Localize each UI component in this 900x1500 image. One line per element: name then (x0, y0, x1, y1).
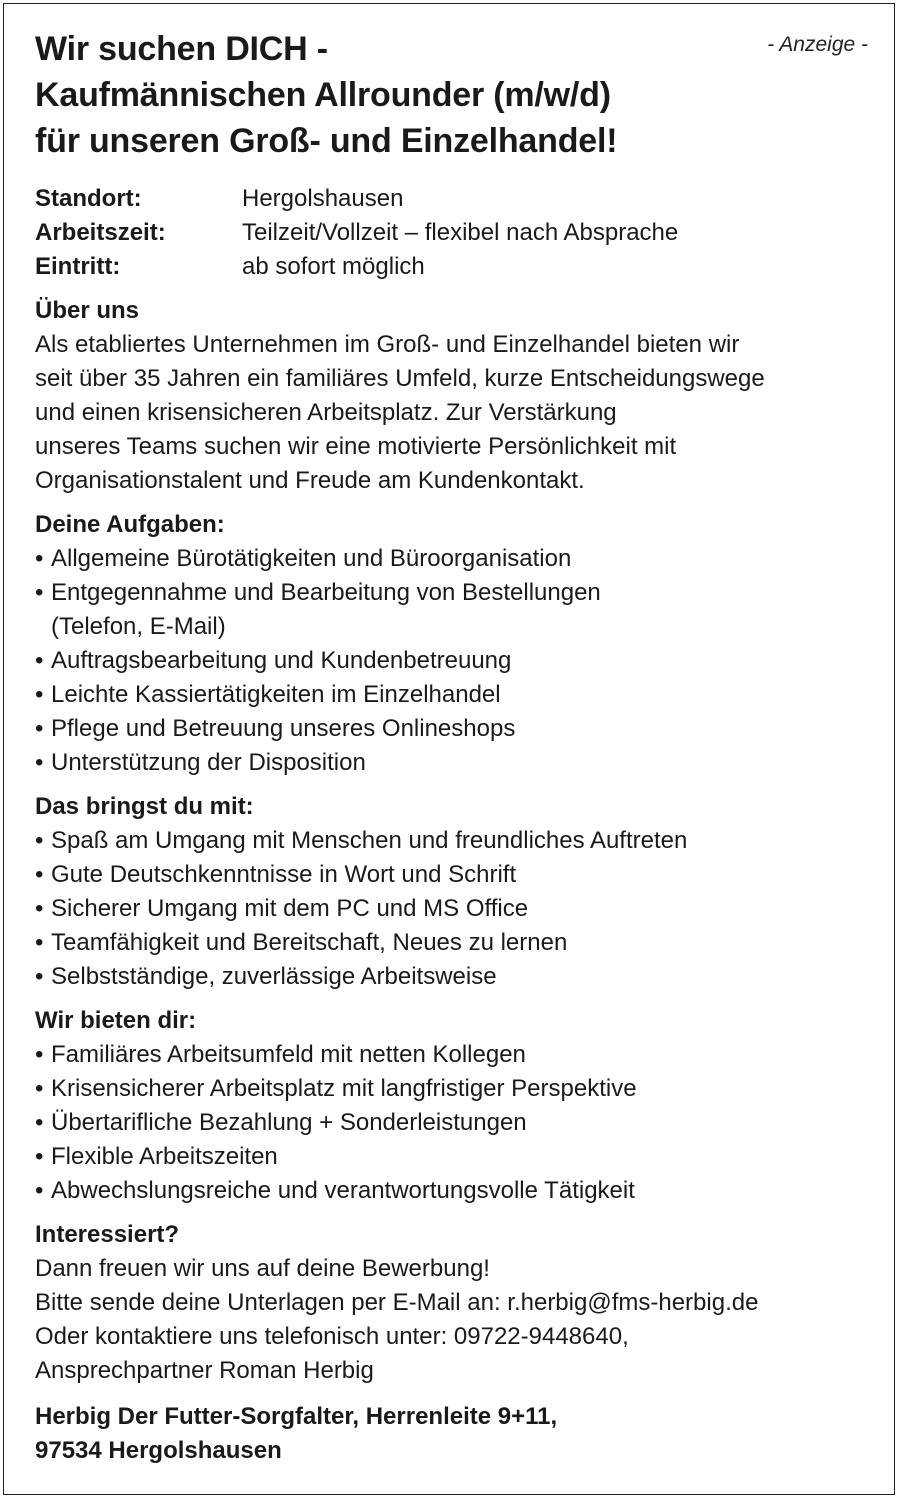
bullet-icon: • (35, 861, 44, 888)
headline (35, 26, 875, 164)
about-text (35, 328, 875, 498)
text-line: Herbig Der Futter-Sorgfalter, Herrenleite 9+11, (35, 1403, 558, 1430)
list-item-text: Übertarifliche Bezahlung + Sonderleistungen (51, 1109, 527, 1136)
fact-label: Eintritt: (35, 253, 121, 280)
list-item-text: Leichte Kassiertätigkeiten im Einzelhandel (51, 681, 501, 708)
list-item-text: Pflege und Betreuung unseres Onlineshops (51, 715, 516, 742)
text-line: Dann freuen wir uns auf deine Bewerbung! (35, 1255, 490, 1282)
list-item (35, 1140, 875, 1174)
list-item (35, 824, 875, 858)
list-item (35, 712, 875, 746)
bullet-icon: • (35, 963, 44, 990)
text-fragment: Oder kontaktiere uns telefonisch unter: (35, 1323, 454, 1350)
bullet-icon: • (35, 1075, 44, 1102)
list-item (35, 542, 875, 576)
list-item-text: Unterstützung der Disposition (51, 749, 366, 776)
company-address (35, 1400, 875, 1468)
fact-label: Arbeitszeit: (35, 219, 166, 246)
ad-label: - Anzeige - (767, 33, 868, 56)
list-item-text: Auftragsbearbeitung und Kundenbetreuung (51, 647, 512, 674)
job-facts (35, 182, 875, 284)
requirement-list (35, 824, 875, 994)
list-item-text: Gute Deutschkenntnisse in Wort und Schrift (51, 861, 517, 888)
list-item (35, 1106, 875, 1140)
list-item (35, 1072, 875, 1106)
bullet-icon: • (35, 579, 44, 606)
bullet-icon: • (35, 895, 44, 922)
fact-working-hours (35, 216, 875, 250)
list-item (35, 644, 875, 678)
headline-line: Wir suchen DICH - (35, 30, 328, 68)
fact-location (35, 182, 875, 216)
list-item (35, 678, 875, 712)
contact-email-line (35, 1286, 875, 1320)
headline-line: Kaufmännischen Allrounder (m/w/d) (35, 76, 611, 114)
text-line: Organisationstalent und Freude am Kundenkontakt. (35, 467, 585, 494)
section-title: Über uns (35, 297, 140, 324)
section-title: Wir bieten dir: (35, 1007, 197, 1034)
contact-person: Ansprechpartner Roman Herbig (35, 1357, 374, 1384)
bullet-icon: • (35, 1143, 44, 1170)
text-line: seit über 35 Jahren ein familiäres Umfeld, kurze Entscheidungswege (35, 365, 765, 392)
bullet-icon: • (35, 1109, 44, 1136)
bullet-icon: • (35, 647, 44, 674)
list-item-text: Krisensicherer Arbeitsplatz mit langfristiger Perspektive (51, 1075, 637, 1102)
section-contact (35, 1218, 875, 1388)
list-item-text: Selbstständige, zuverlässige Arbeitsweise (51, 963, 497, 990)
bullet-icon: • (35, 1041, 44, 1068)
offer-list (35, 1038, 875, 1208)
text-fragment: Bitte sende deine Unterlagen per E-Mail an: (35, 1289, 508, 1316)
section-tasks (35, 508, 875, 780)
list-item (35, 892, 875, 926)
email-link[interactable]: r.herbig@fms-herbig.de (507, 1289, 759, 1316)
bullet-icon: • (35, 827, 44, 854)
contact-text (35, 1252, 875, 1388)
list-item-text: (Telefon, E-Mail) (51, 613, 226, 640)
section-title: Deine Aufgaben: (35, 511, 225, 538)
text-line: Als etabliertes Unternehmen im Groß- und Einzelhandel bieten wir (35, 331, 740, 358)
fact-value: Hergolshausen (242, 185, 404, 212)
section-requirements (35, 790, 875, 994)
list-item-text: Spaß am Umgang mit Menschen und freundliches Auftreten (51, 827, 688, 854)
list-item (35, 1174, 875, 1208)
section-offers (35, 1004, 875, 1208)
list-item-text: Familiäres Arbeitsumfeld mit netten Kollegen (51, 1041, 526, 1068)
list-item (35, 746, 875, 780)
list-item (35, 960, 875, 994)
list-item-text: Flexible Arbeitszeiten (51, 1143, 278, 1170)
fact-value: ab sofort möglich (242, 253, 425, 280)
task-list (35, 542, 875, 780)
bullet-icon: • (35, 1177, 44, 1204)
contact-phone-line (35, 1320, 875, 1354)
fact-value: Teilzeit/Vollzeit – flexibel nach Absprache (242, 219, 679, 246)
bullet-icon: • (35, 715, 44, 742)
headline-line: für unseren Groß- und Einzelhandel! (35, 122, 618, 160)
list-item-text: Allgemeine Bürotätigkeiten und Büroorganisation (51, 545, 572, 572)
text-line: und einen krisensicheren Arbeitsplatz. Zur Verstärkung (35, 399, 617, 426)
fact-start-date (35, 250, 875, 284)
phone-number[interactable]: 09722-9448640, (453, 1323, 629, 1350)
section-title: Interessiert? (35, 1221, 180, 1248)
list-item (35, 858, 875, 892)
job-ad (35, 26, 875, 1468)
list-item (35, 926, 875, 960)
list-item (35, 1038, 875, 1072)
bullet-icon: • (35, 681, 44, 708)
bullet-icon: • (35, 929, 44, 956)
fact-label: Standort: (35, 185, 142, 212)
text-line: unseres Teams suchen wir eine motivierte Persönlichkeit mit (35, 433, 677, 460)
list-item-text: Teamfähigkeit und Bereitschaft, Neues zu lernen (51, 929, 568, 956)
list-item-text: Sicherer Umgang mit dem PC und MS Office (51, 895, 529, 922)
list-item-text: Entgegennahme und Bearbeitung von Bestellungen (51, 579, 601, 606)
list-item-text: Abwechslungsreiche und verantwortungsvolle Tätigkeit (51, 1177, 635, 1204)
list-item (35, 576, 875, 644)
section-about (35, 294, 875, 498)
section-title: Das bringst du mit: (35, 793, 254, 820)
bullet-icon: • (35, 545, 44, 572)
text-line: 97534 Hergolshausen (35, 1437, 282, 1464)
bullet-icon: • (35, 749, 44, 776)
